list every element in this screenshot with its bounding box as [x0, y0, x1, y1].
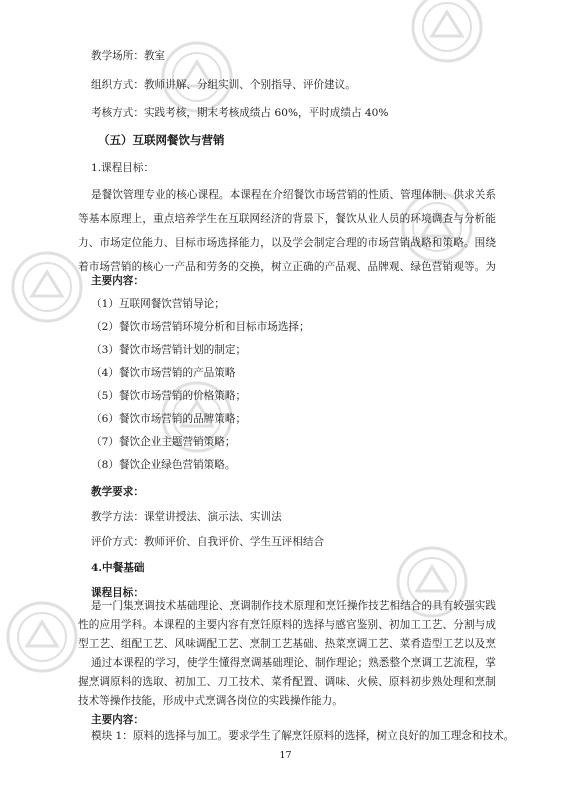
content-item: （2）餐饮市场营销环境分析和目标市场选择；: [91, 321, 310, 333]
section-heading-internet-catering: （五）互联网餐饮与营销: [98, 133, 225, 147]
teaching-methods: 教学方法：课堂讲授法、演示法、实训法: [91, 511, 282, 523]
course-goal-paragraph: 是餐饮管理专业的核心课程。本课程在介绍餐饮市场营销的性质、管理体制、供求关系等基本原理上，重点培养学生在互联网经济的背景下，餐饮从业人员的环境调查与分析能力、市场定位能力、目标市场选择能力，以及学会制定合理的市场营销战略和策略。围绕着市场营销的核心一产品和劳务的交换，树立正确的产品观、品牌观、绿色营销观等。为: [78, 189, 496, 273]
assessment-method: 考核方式：实践考核，期末考核成绩占 60%，平时成绩占 40%: [91, 107, 389, 119]
content-item: （6）餐饮市场营销的品牌策略；: [91, 413, 247, 425]
content-item: （1）互联网餐饮营销导论；: [91, 298, 225, 310]
teaching-requirements-heading: 教学要求：: [91, 486, 144, 498]
content-item: （4）餐饮市场营销的产品策略: [91, 367, 236, 379]
content-item: （7）餐饮企业主题营销策略；: [91, 436, 236, 448]
content-item: （3）餐饮市场营销计划的制定；: [91, 344, 247, 356]
college-seal-watermark: [10, 250, 84, 324]
content-item: （5）餐饮市场营销的价格策略；: [91, 390, 247, 402]
course-goal-heading-2: 课程目标：: [91, 587, 144, 599]
teaching-venue: 教学场所：教室: [91, 50, 166, 62]
course-study-paragraph: 通过本课程的学习，使学生懂得烹调基础理论、制作理论；熟悉整个烹调工艺流程，掌握烹调原料的选取、初加工、刀工技术、菜肴配置、调味、火候、原料初步熟处理和烹制技术等操作技能，形成中式烹调各岗位的实践操作能力。: [78, 657, 496, 707]
evaluation-methods: 评价方式：教师评价、自我评价、学生互评相结合: [91, 536, 325, 548]
organization-method: 组织方式：教师讲解、分组实训、个别指导、评价建议。: [91, 79, 356, 91]
course-goal-paragraph-2: 是一门集烹调技术基础理论、烹调制作技术原理和烹饪操作技艺相结合的具有较强实践性的应用学科。本课程的主要内容有烹饪原料的选择与感官鉴别、初加工工艺、分割与成型工艺、组配工艺、风味调配工艺、烹制工艺基础、热菜烹调工艺、菜肴造型工艺以及烹: [78, 600, 496, 650]
main-content-heading-2: 主要内容：: [91, 714, 144, 726]
page-number: 17: [279, 750, 292, 761]
course-goal-heading: 1.课程目标：: [91, 162, 155, 174]
college-seal-watermark: [5, 600, 79, 674]
module-1-text: 模块 1：原料的选择与加工。要求学生了解烹饪原料的选择，树立良好的加工理念和技术。: [91, 730, 515, 742]
section-heading-chinese-cuisine: 4.中餐基础: [91, 562, 145, 574]
main-content-heading: 主要内容：: [91, 275, 144, 287]
content-item: （8）餐饮企业绿色营销策略。: [91, 459, 236, 471]
